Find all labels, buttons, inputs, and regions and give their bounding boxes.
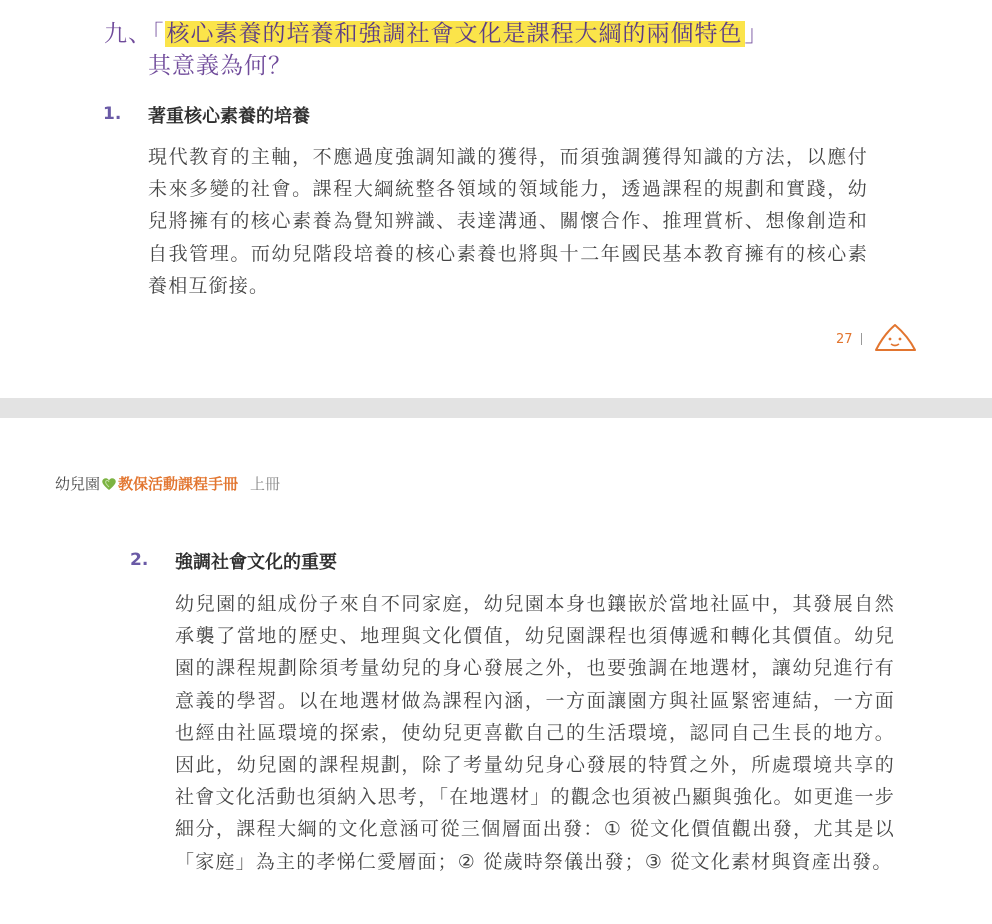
green-heart-icon xyxy=(101,477,117,491)
header-part1: 幼兒園 xyxy=(55,475,101,493)
header-part2: 教保活動課程手冊 xyxy=(118,475,239,493)
page-number-divider xyxy=(861,333,862,345)
page-27 xyxy=(0,0,992,398)
question-suffix: 」 xyxy=(744,21,769,47)
section-paragraph-1: 現代教育的主軸，不應過度強調知識的獲得，而須強調獲得知識的方法，以應付未來多變的社會。課程大綱統整各領域的領域能力，透過課程的規劃和實踐，幼兒將擁有的核心素養為覺知辨識、表達溝通、關懷合作、推理賞析、想像創造和自我管理。而幼兒階段培養的核心素養也將與十二年國民基本教育擁有的核心素養相互銜接。 xyxy=(148,146,868,297)
question-line2: 其意義為何？ xyxy=(148,53,292,79)
smiling-triangle-mascot-icon xyxy=(872,322,918,354)
question-title xyxy=(104,18,769,82)
page-separator xyxy=(0,398,992,418)
header-part3: 上冊 xyxy=(250,475,281,493)
question-prefix: 九、「 xyxy=(104,21,165,47)
section-title-2: 強調社會文化的重要 xyxy=(175,552,337,573)
section-paragraph-2: 幼兒園的組成份子來自不同家庭，幼兒園本身也鑲嵌於當地社區中，其發展自然承襲了當地的歷史、地理與文化價值，幼兒園課程也須傳遞和轉化其價值。幼兒園的課程規劃除須考量幼兒的身心發展之外，也要強調在地選材，讓幼兒進行有意義的學習。以在地選材做為課程內涵，一方面讓園方與社區緊密連結，一方面也經由社區環境的探索，使幼兒更喜歡自己的生活環境，認同自己生長的地方。因此，幼兒園的課程規劃，除了考量幼兒身心發展的特質之外，所處環境共享的社會文化活動也須納入思考，「在地選材」的觀念也須被凸顯與強化。如更進一步細分，課程大綱的文化意涵可從三個層面出發：① 從文化價值觀出發，尤其是以「家庭」為主的孝悌仁愛層面；② 從歲時祭儀出發；③ 從文化素材與資產出發。 xyxy=(175,593,895,873)
question-highlight: 核心素養的培養和強調社會文化是課程大綱的兩個特色 xyxy=(166,21,743,47)
section-number-2: 2. xyxy=(130,550,149,570)
page-28 xyxy=(0,418,992,924)
running-header xyxy=(55,474,280,494)
section-title-1: 著重核心素養的培養 xyxy=(148,106,310,127)
page-number: 27 xyxy=(836,332,853,347)
section-number-1: 1. xyxy=(103,104,122,124)
